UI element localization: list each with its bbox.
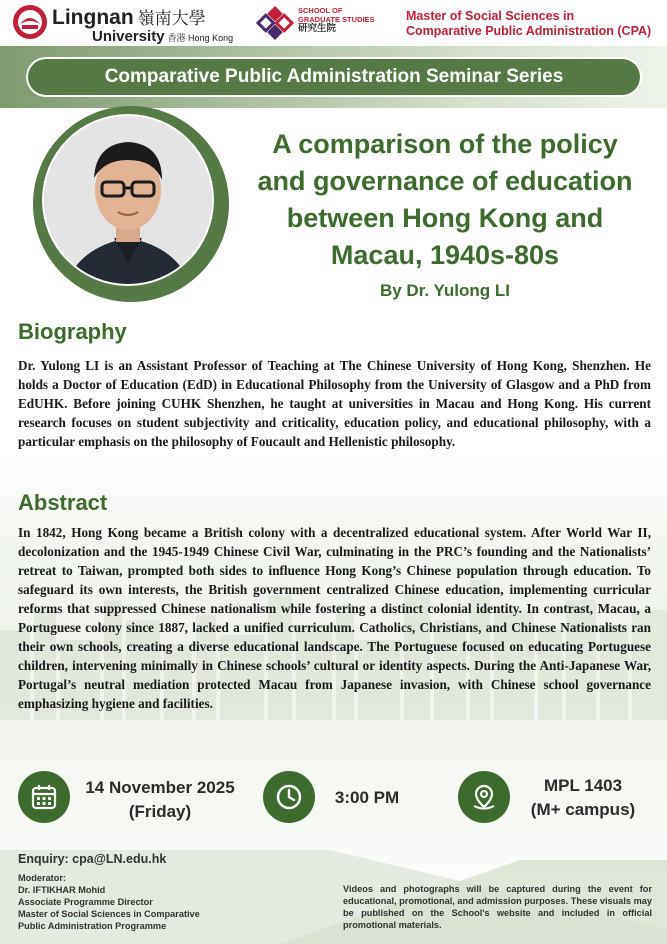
speaker-name: By Dr. Yulong LI [379, 281, 511, 300]
school-line-1: SCHOOL OF [298, 6, 343, 15]
university-chinese-name: 嶺南大學 [137, 9, 206, 29]
moderator-programme-2: Public Administration Programme [18, 921, 167, 931]
talk-title-line-4: Macau, 1940s-80s [330, 240, 560, 270]
moderator-name: Dr. IFTIKHAR Mohid [18, 885, 106, 895]
series-title: Comparative Public Administration Seminar Series [28, 59, 640, 95]
event-date-line-1: 14 November 2025 [85, 778, 235, 797]
moderator-programme-1: Master of Social Sciences in Comparative [18, 909, 200, 919]
header [0, 0, 667, 46]
school-line-2: GRADUATE STUDIES [298, 15, 375, 24]
event-venue-line-2: (M+ campus) [530, 800, 636, 819]
graduate-school-logo [256, 4, 294, 42]
location-pin-icon [458, 771, 510, 823]
event-date [72, 776, 248, 824]
moderator-info [18, 872, 200, 932]
university-name: Lingnan [52, 6, 134, 29]
event-time: 3:00 PM [334, 788, 400, 807]
media-disclaimer: Videos and photographs will be captured during the event for educational, promotional, and admission purposes. These visuals may be published on the School's website and included in official promotional materials. [343, 884, 652, 930]
lingnan-logo [12, 4, 48, 40]
calendar-icon [18, 771, 70, 823]
talk-title-line-3: between Hong Kong and [286, 203, 604, 233]
moderator-role: Associate Programme Director [18, 897, 153, 907]
talk-title-line-2: and governance of education [257, 166, 633, 196]
enquiry-contact: Enquiry: cpa@LN.edu.hk [18, 852, 167, 866]
biography-text: Dr. Yulong LI is an Assistant Professor of Teaching at The Chinese University of Hong Kong, Shenzhen. He holds a Doctor of Education (EdD) in Educational Philosophy from the University of Glasgow and a PhD from EdUHK. Before joining CUHK Shenzhen, he taught at universities in Macau and Hong Kong. His current research focuses on student subjectivity and criticality, education policy, and educational philosophy, with a particular emphasis on the philosophy of Foucault and Hellenistic philosophy. [18, 358, 651, 449]
programme-line-2: Comparative Public Administration (CPA) [406, 24, 652, 38]
university-location: 香港 Hong Kong [167, 33, 234, 43]
university-sub: University [92, 28, 165, 45]
programme-line-1: Master of Social Sciences in [406, 9, 575, 23]
lingnan-wordmark [52, 4, 233, 46]
event-venue-line-1: MPL 1403 [543, 776, 623, 795]
clock-icon [263, 771, 315, 823]
programme-name [406, 9, 651, 39]
event-date-line-2: (Friday) [128, 802, 192, 821]
school-chinese-name: 研究生院 [298, 23, 337, 34]
talk-title [236, 126, 654, 274]
talk-title-line-1: A comparison of the policy [272, 129, 618, 159]
speaker-portrait [32, 98, 230, 310]
biography-heading: Biography [18, 319, 127, 344]
abstract-text: In 1842, Hong Kong became a British colony with a decentralized educational system. After World War II, decolonization and the 1945-1949 Chinese Civil War, culminating in the PRC’s founding and the Nationalists’ retreat to Taiwan, prompted both sides to influence Hong Kong’s Chinese population through education. To safeguard its own interests, the British government centralized Chinese education, implementing curricular reforms that suppressed Chinese nationalism while fostering a distinct colonial identity. In contrast, Macau, a Portuguese colony since 1887, lacked a unified curriculum. Catholics, Christians, and Chinese Nationalists ran their own schools, creating a diverse educational landscape. The Portuguese focused on educating Portuguese children, intervening minimally in Chinese schools’ cultural or identity aspects. During the Anti-Japanese War, Portugal’s neutral mediation protected Macau from Japanese invasion, with Chinese school governance emphasizing hygiene and facilities. [18, 525, 651, 711]
abstract-heading: Abstract [18, 490, 108, 515]
moderator-label: Moderator: [18, 873, 66, 883]
graduate-school-name [298, 6, 375, 33]
event-venue [516, 774, 650, 822]
